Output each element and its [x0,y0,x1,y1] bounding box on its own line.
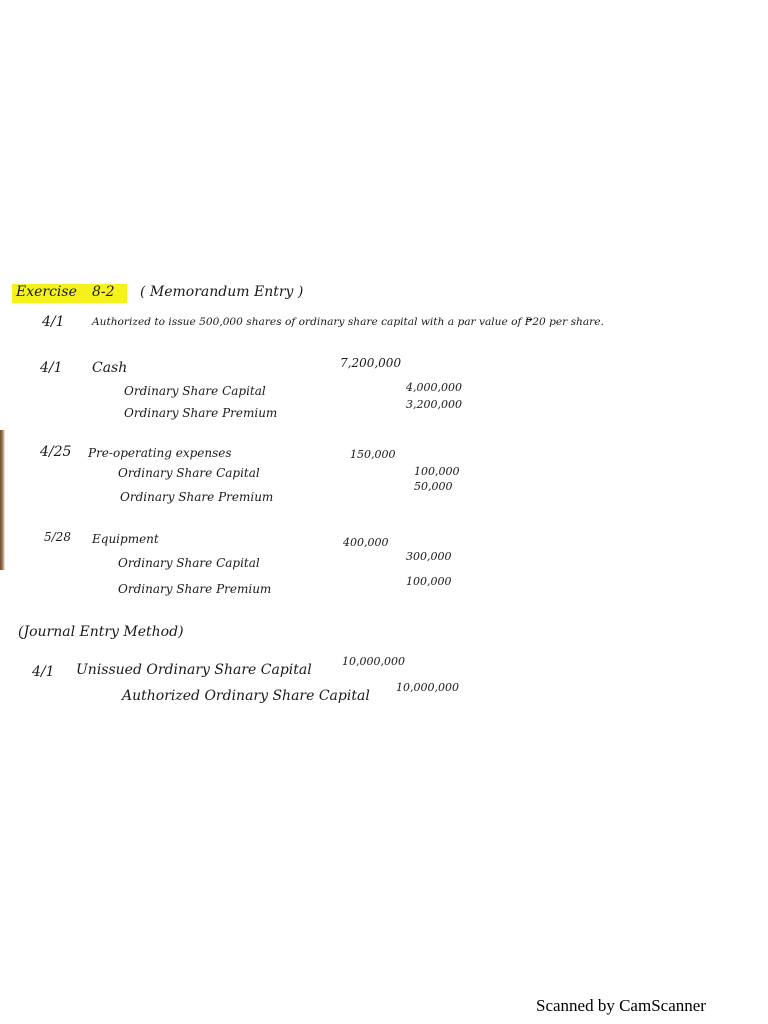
journal-debit-amount: 10,000,000 [342,655,405,668]
journal-date: 4/1 [32,664,55,680]
page-edge-shadow [0,430,5,570]
journal-credit-account: Authorized Ordinary Share Capital [122,688,370,704]
entry-2-credit-2-amount: 50,000 [414,480,453,493]
memo-date: 4/1 [42,314,65,330]
entry-1-credit-1-account: Ordinary Share Capital [124,384,266,398]
entry-3-credit-2-account: Ordinary Share Premium [118,582,272,596]
entry-1-credit-1-amount: 4,000,000 [406,381,462,394]
journal-method-title: (Journal Entry Method) [18,624,184,640]
entry-2-debit-account: Pre-operating expenses [88,446,232,460]
entry-1-date: 4/1 [40,360,63,376]
scanner-watermark: Scanned by CamScanner [536,996,706,1015]
entry-2-credit-1-amount: 100,000 [414,465,460,478]
journal-debit-account: Unissued Ordinary Share Capital [76,662,312,678]
entry-3-credit-2-amount: 100,000 [406,575,452,588]
entry-1-debit-account: Cash [92,360,128,376]
entry-2-credit-2-account: Ordinary Share Premium [120,490,274,504]
entry-3-date: 5/28 [44,530,71,544]
exercise-number: 8-2 [92,284,115,300]
entry-3-debit-amount: 400,000 [343,536,389,549]
entry-3-credit-1-amount: 300,000 [406,550,452,563]
journal-credit-amount: 10,000,000 [396,681,459,694]
entry-2-debit-amount: 150,000 [350,448,396,461]
memo-text: Authorized to issue 500,000 shares of ordinary share capital with a par value of ₱20 per share. [92,316,604,328]
entry-1-credit-2-account: Ordinary Share Premium [124,406,278,420]
entry-3-credit-1-account: Ordinary Share Capital [118,556,260,570]
entry-3-debit-account: Equipment [92,532,159,546]
entry-1-debit-amount: 7,200,000 [340,356,402,370]
entry-2-credit-1-account: Ordinary Share Capital [118,466,260,480]
entry-2-date: 4/25 [40,444,72,460]
entry-1-credit-2-amount: 3,200,000 [406,398,462,411]
exercise-label: Exercise [16,284,77,300]
entry-method-title: ( Memorandum Entry ) [140,284,304,300]
